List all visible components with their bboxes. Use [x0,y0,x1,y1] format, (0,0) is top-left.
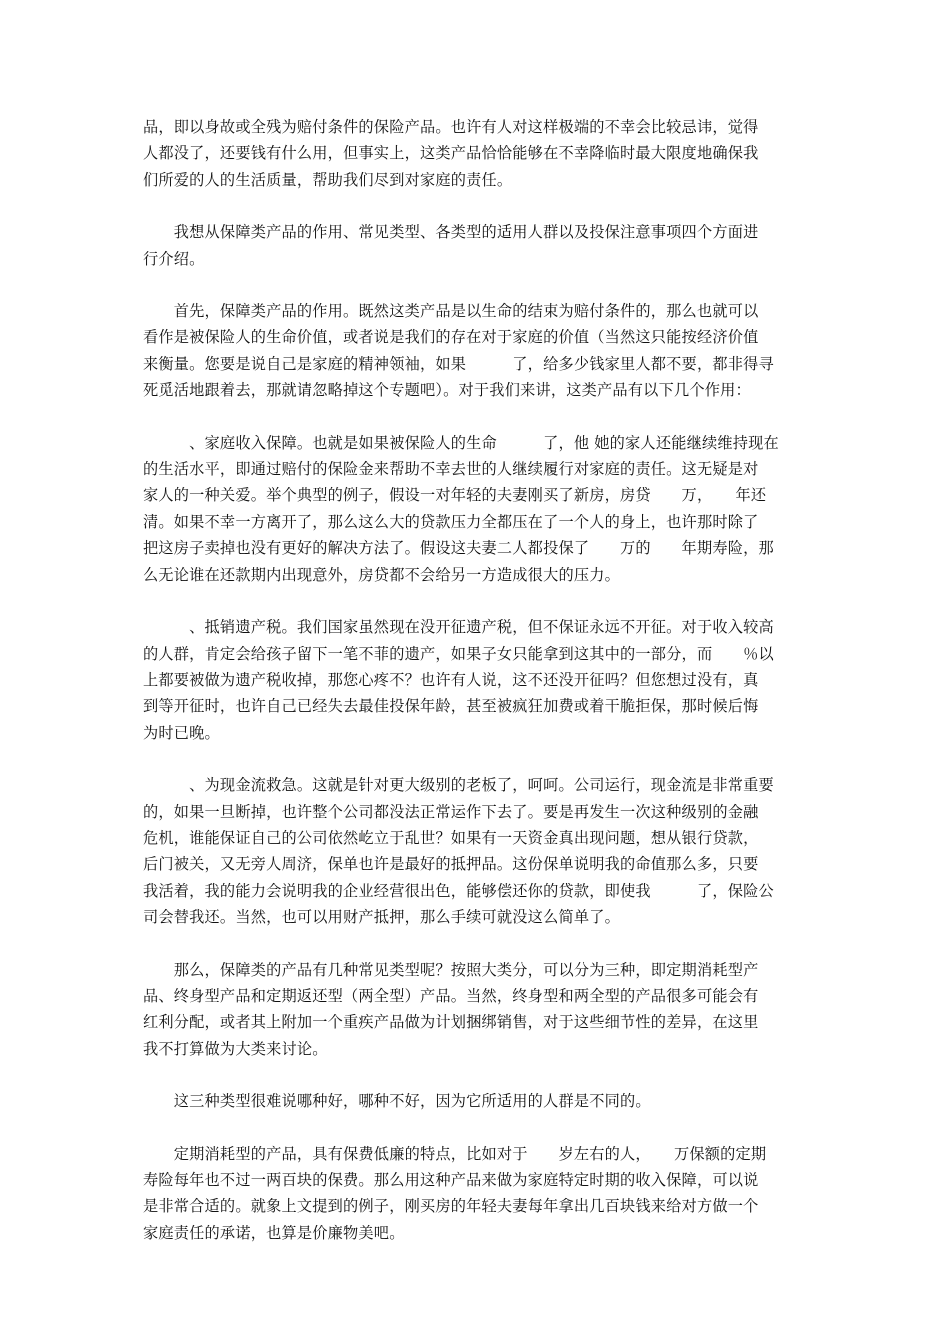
text-line: 看作是被保险人的生命价值，或者说是我们的存在对于家庭的价值（当然这只能按经济价值 [143,328,759,347]
paragraph-types-comparison [143,1088,815,1114]
text-line: 我想从保障类产品的作用、常见类型、各类型的适用人群以及投保注意事项四个方面进 [143,223,759,242]
text-line: 的生活水平，即通过赔付的保险金来帮助不幸去世的人继续履行对家庭的责任。这无疑是对 [143,460,759,479]
text-line: 首先，保障类产品的作用。既然这类产品是以生命的结束为赔付条件的，那么也就可以 [143,302,759,321]
paragraph-income-protection [143,430,815,588]
text-line: 家庭责任的承诺，也算是价廉物美吧。 [143,1223,405,1242]
text-line: 家人的一种关爱。举个典型的例子，假设一对年轻的夫妻刚买了新房，房贷 万， 年还 [143,486,767,505]
text-line: 的人群，肯定会给孩子留下一笔不菲的遗产，如果子女只能拿到这其中的一部分，而 ％以 [143,644,774,663]
text-line: 么无论谁在还款期内出现意外，房贷都不会给另一方造成很大的压力。 [143,565,621,584]
paragraph-inheritance-tax [143,614,815,746]
text-line: 把这房子卖掉也没有更好的解决方法了。假设这夫妻二人都投保了 万的 年期寿险，那 [143,539,774,558]
text-line: 我活着，我的能力会说明我的企业经营很出色，能够偿还你的贷款，即使我 了，保险公 [143,881,774,900]
text-line: 到等开征时，也许自己已经失去最佳投保年龄，甚至被疯狂加费或着干脆拒保，那时候后悔 [143,697,759,716]
text-line: 危机，谁能保证自己的公司依然屹立于乱世？如果有一天资金真出现问题，想从银行贷款， [143,828,759,847]
text-line: 、抵销遗产税。我们国家虽然现在没开征遗产税，但不保证永远不开征。对于收入较高 [143,618,774,637]
text-line: 我不打算做为大类来讨论。 [143,1039,328,1058]
paragraph-cash-flow [143,772,815,930]
text-line: 来衡量。您要是说自己是家庭的精神领袖，如果 了，给多少钱家里人都不要，都非得寻 [143,354,774,373]
paragraph-intro-continuation [143,114,815,193]
text-line: 、为现金流救急。这就是针对更大级别的老板了，呵呵。公司运行，现金流是非常重要 [143,776,774,795]
text-line: 那么，保障类的产品有几种常见类型呢？按照大类分，可以分为三种，即定期消耗型产 [143,960,759,979]
text-line: 后门被关，又无旁人周济，保单也许是最好的抵押品。这份保单说明我的命值那么多，只要 [143,855,759,874]
text-line: 人都没了，还要钱有什么用，但事实上，这类产品恰恰能够在不幸降临时最大限度地确保我 [143,144,759,163]
text-line: 上都要被做为遗产税收掉，那您心疼不？也许有人说，这不还没开征吗？但您想过没有，真 [143,670,759,689]
text-line: 品、终身型产品和定期返还型（两全型）产品。当然，终身型和两全型的产品很多可能会有 [143,986,759,1005]
text-line: 定期消耗型的产品，具有保费低廉的特点，比如对于 岁左右的人， 万保额的定期 [143,1144,767,1163]
text-line: 是非常合适的。就象上文提到的例子，刚买房的年轻夫妻每年拿出几百块钱来给对方做一个 [143,1197,759,1216]
paragraph-purpose [143,298,815,404]
text-line: 的，如果一旦断掉，也许整个公司都没法正常运作下去了。要是再发生一次这种级别的金融 [143,802,759,821]
text-line: 死觅活地跟着去，那就请忽略掉这个专题吧）。对于我们来讲，这类产品有以下几个作用： [143,381,751,400]
text-line: 司会替我还。当然，也可以用财产抵押，那么手续可就没这么简单了。 [143,908,621,927]
text-line: 为时已晚。 [143,723,220,742]
paragraph-product-types [143,957,815,1063]
text-line: 、家庭收入保障。也就是如果被保险人的生命 了，他 她的家人还能继续维持现在 [143,433,779,452]
text-line: 寿险每年也不过一两百块的保费。那么用这种产品来做为家庭特定时期的收入保障，可以说 [143,1171,759,1189]
text-line: 这三种类型很难说哪种好，哪种不好，因为它所适用的人群是不同的。 [143,1092,651,1111]
text-line: 清。如果不幸一方离开了，那么这么大的贷款压力全都压在了一个人的身上，也许那时除了 [143,512,759,531]
text-line: 行介绍。 [143,249,205,268]
document-page [143,114,815,1246]
text-line: 红利分配，或者其上附加一个重疾产品做为计划捆绑销售，对于这些细节性的差异，在这里 [143,1013,759,1032]
text-line: 们所爱的人的生活质量，帮助我们尽到对家庭的责任。 [143,170,513,189]
text-line: 品，即以身故或全残为赔付条件的保险产品。也许有人对这样极端的不幸会比较忌讳，觉得 [143,118,759,136]
paragraph-outline [143,219,815,272]
paragraph-term-life [143,1141,815,1247]
